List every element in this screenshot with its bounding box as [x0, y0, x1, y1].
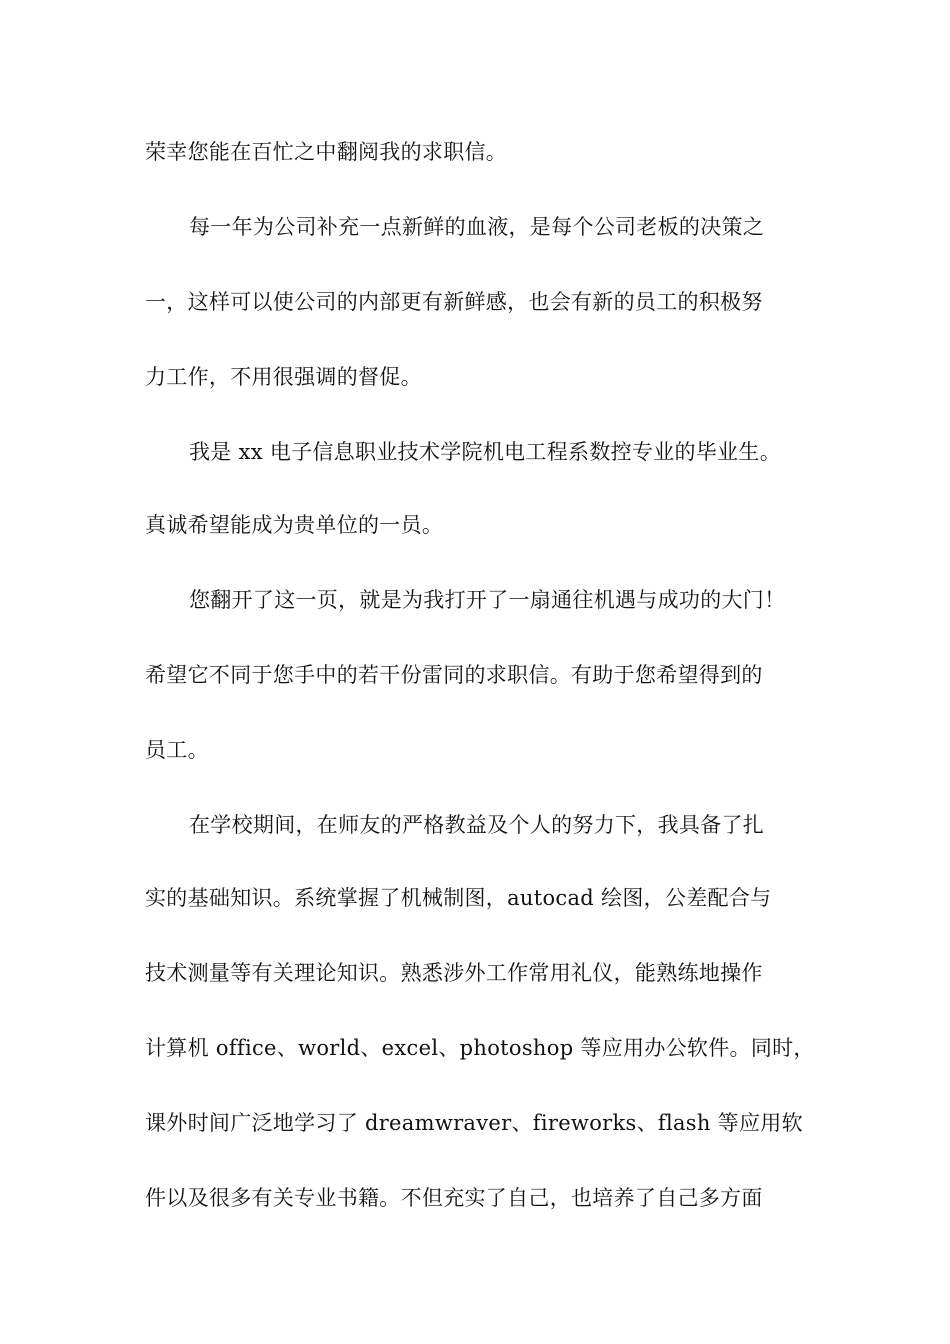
text-line: 力工作，不用很强调的督促。 — [145, 365, 422, 389]
text-line: 实的基础知识。系统掌握了机械制图，autocad 绘图，公差配合与 — [145, 886, 772, 910]
text-line: 希望它不同于您手中的若干份雷同的求职信。有助于您希望得到的 — [145, 663, 763, 687]
text-line: 课外时间广泛地学习了 dreamwraver、fireworks、flash 等应用软 — [145, 1111, 803, 1135]
text-line: 真诚希望能成为贵单位的一员。 — [145, 513, 444, 537]
text-line: 在学校期间，在师友的严格教益及个人的努力下，我具备了扎 — [189, 813, 765, 837]
text-line: 您翻开了这一页，就是为我打开了一扇通往机遇与成功的大门！ — [189, 588, 786, 612]
text-line: 技术测量等有关理论知识。熟悉涉外工作常用礼仪，能熟练地操作 — [145, 961, 763, 985]
text-line: 我是 xx 电子信息职业技术学院机电工程系数控专业的毕业生。 — [189, 440, 782, 464]
text-line: 每一年为公司补充一点新鲜的血液，是每个公司老板的决策之 — [189, 215, 765, 239]
text-line: 件以及很多有关专业书籍。不但充实了自己，也培养了自己多方面 — [145, 1186, 763, 1210]
text-line: 计算机 office、world、excel、photoshop 等应用办公软件。同时， — [145, 1036, 815, 1060]
text-line: 员工。 — [145, 738, 209, 762]
text-line: 一，这样可以使公司的内部更有新鲜感，也会有新的员工的积极努 — [145, 290, 763, 314]
text-line: 荣幸您能在百忙之中翻阅我的求职信。 — [145, 140, 508, 164]
